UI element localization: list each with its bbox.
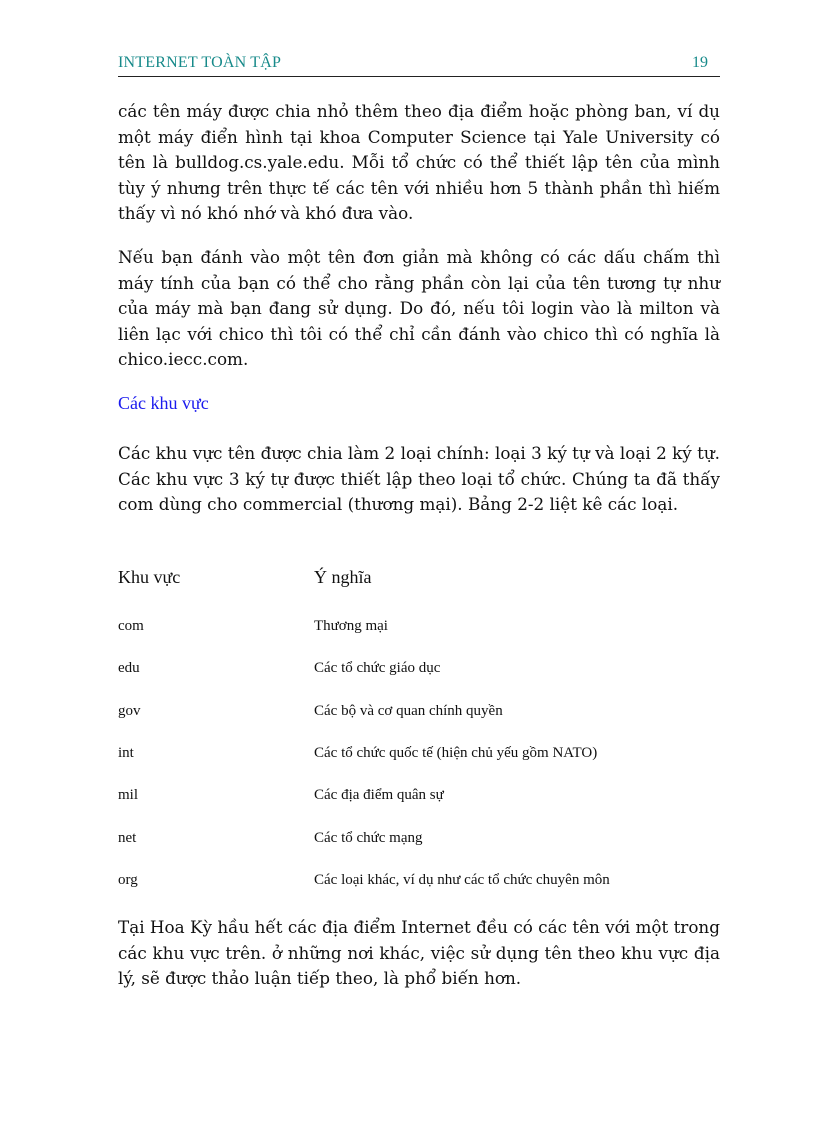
paragraph-simple-names: Nếu bạn đánh vào một tên đơn giản mà không có các dấu chấm thì máy tính của bạn có thể cho rằng phần còn lại của tên tương tự như của máy mà bạn đang sử dụng. Do đó, nếu tôi login vào là milton và liên lạc với chico thì tôi có thể chỉ cần đánh vào chico thì có nghĩa là chico.iecc.com.	[118, 247, 720, 369]
paragraph-hostnames: các tên máy được chia nhỏ thêm theo địa điểm hoặc phòng ban, ví dụ một máy điển hình tại khoa Computer Science tại Yale University có tên là bulldog.cs.yale.edu. Mỗi tổ chức có thể thiết lập tên của mình tùy ý nhưng trên thực tế các tên với nhiều hơn 5 thành phần thì hiếm thấy vì nó khó nhớ và khó đưa vào.	[118, 101, 720, 223]
zone-code: mil	[118, 787, 139, 803]
zone-code: com	[118, 618, 144, 634]
zone-code: org	[118, 872, 138, 888]
table-row	[118, 872, 720, 894]
paragraph-closing: Tại Hoa Kỳ hầu hết các địa điểm Internet đều có các tên với một trong các khu vực trên. ở những nơi khác, việc sử dụng tên theo khu vực địa lý, sẽ được thảo luận tiếp theo, là phổ biến hơn.	[118, 917, 720, 988]
zone-code: int	[118, 745, 134, 761]
zone-meaning: Các tổ chức mạng	[314, 830, 423, 846]
table-row	[118, 703, 720, 725]
zone-meaning: Các tổ chức quốc tế (hiện chủ yếu gồm NATO)	[314, 745, 598, 761]
zone-meaning: Các loại khác, ví dụ như các tổ chức chuyên môn	[314, 872, 610, 888]
table-header-meaning: Ý nghĩa	[314, 567, 372, 587]
table-row	[118, 618, 720, 640]
zone-code: gov	[118, 703, 141, 719]
table-row	[118, 830, 720, 852]
table-row	[118, 660, 720, 682]
zone-code: edu	[118, 660, 140, 676]
table-row	[118, 745, 720, 767]
zone-meaning: Các bộ và cơ quan chính quyền	[314, 703, 503, 719]
page-number: 19	[692, 54, 708, 71]
zone-code: net	[118, 830, 137, 846]
paragraph-zones-intro: Các khu vực tên được chia làm 2 loại chính: loại 3 ký tự và loại 2 ký tự. Các khu vực 3 ký tự được thiết lập theo loại tổ chức. Chúng ta đã thấy com dùng cho commercial (thương mại). Bảng 2-2 liệt kê các loại.	[118, 443, 720, 514]
zone-meaning: Các tổ chức giáo dục	[314, 660, 441, 676]
running-title: INTERNET TOÀN TẬP	[118, 54, 282, 71]
zone-meaning: Các địa điểm quân sự	[314, 787, 444, 803]
section-heading: Các khu vực	[118, 393, 209, 413]
zone-meaning: Thương mại	[314, 618, 388, 634]
table-row	[118, 787, 720, 809]
table-header-zone: Khu vực	[118, 567, 181, 587]
page-header	[118, 52, 720, 77]
